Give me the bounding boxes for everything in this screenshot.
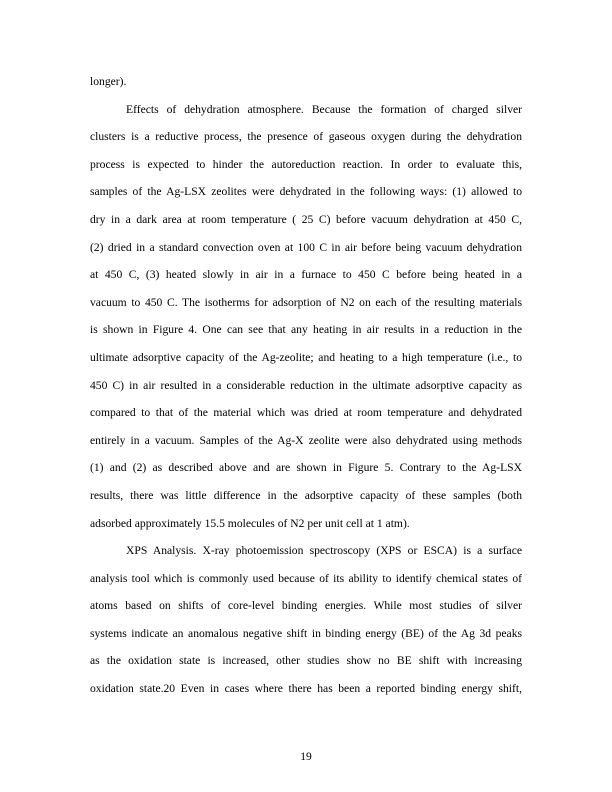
text-line: results, there was little difference in the adsorptive capacity of these samples (both bbox=[90, 488, 522, 502]
document-body bbox=[90, 68, 522, 703]
text-line: Effects of dehydration atmosphere. Because the formation of charged silver bbox=[126, 102, 522, 116]
text-line: adsorbed approximately 15.5 molecules of N2 per unit cell at 1 atm). bbox=[90, 516, 410, 530]
text-line: analysis tool which is commonly used because of its ability to identify chemical states of bbox=[90, 571, 522, 585]
text-line: dry in a dark area at room temperature ( 25 C) before vacuum dehydration at 450 C, bbox=[90, 212, 522, 226]
text-line: clusters is a reductive process, the presence of gaseous oxygen during the dehydration bbox=[90, 130, 522, 144]
text-line: is shown in Figure 4. One can see that any heating in air results in a reduction in the bbox=[90, 323, 522, 337]
text-line: entirely in a vacuum. Samples of the Ag-X zeolite were also dehydrated using methods bbox=[90, 433, 522, 447]
text-line: at 450 C, (3) heated slowly in air in a furnace to 450 C before being heated in a bbox=[90, 268, 522, 282]
page-number: 19 bbox=[300, 750, 312, 763]
text-line: atoms based on shifts of core-level binding energies. While most studies of silver bbox=[90, 599, 522, 613]
text-line: oxidation state.20 Even in cases where there has been a reported binding energy shift, bbox=[90, 682, 522, 696]
text-line: longer). bbox=[90, 75, 127, 88]
text-line: (1) and (2) as described above and are shown in Figure 5. Contrary to the Ag-LSX bbox=[90, 461, 522, 475]
text-line: samples of the Ag-LSX zeolites were dehydrated in the following ways: (1) allowed to bbox=[90, 185, 522, 199]
text-line: process is expected to hinder the autoreduction reaction. In order to evaluate this, bbox=[90, 157, 522, 171]
text-line: as the oxidation state is increased, other studies show no BE shift with increasing bbox=[90, 654, 522, 668]
text-line: (2) dried in a standard convection oven at 100 C in air before being vacuum dehydration bbox=[90, 240, 522, 254]
text-line: vacuum to 450 C. The isotherms for adsorption of N2 on each of the resulting materials bbox=[90, 295, 522, 309]
text-line: ultimate adsorptive capacity of the Ag-zeolite; and heating to a high temperature (i.e., to bbox=[90, 350, 522, 364]
text-line: 450 C) in air resulted in a considerable reduction in the ultimate adsorptive capacity as bbox=[90, 378, 522, 392]
text-line: compared to that of the material which was dried at room temperature and dehydrated bbox=[90, 406, 522, 420]
text-line: XPS Analysis. X-ray photoemission spectroscopy (XPS or ESCA) is a surface bbox=[126, 544, 522, 558]
text-line: systems indicate an anomalous negative shift in binding energy (BE) of the Ag 3d peaks bbox=[90, 626, 522, 640]
